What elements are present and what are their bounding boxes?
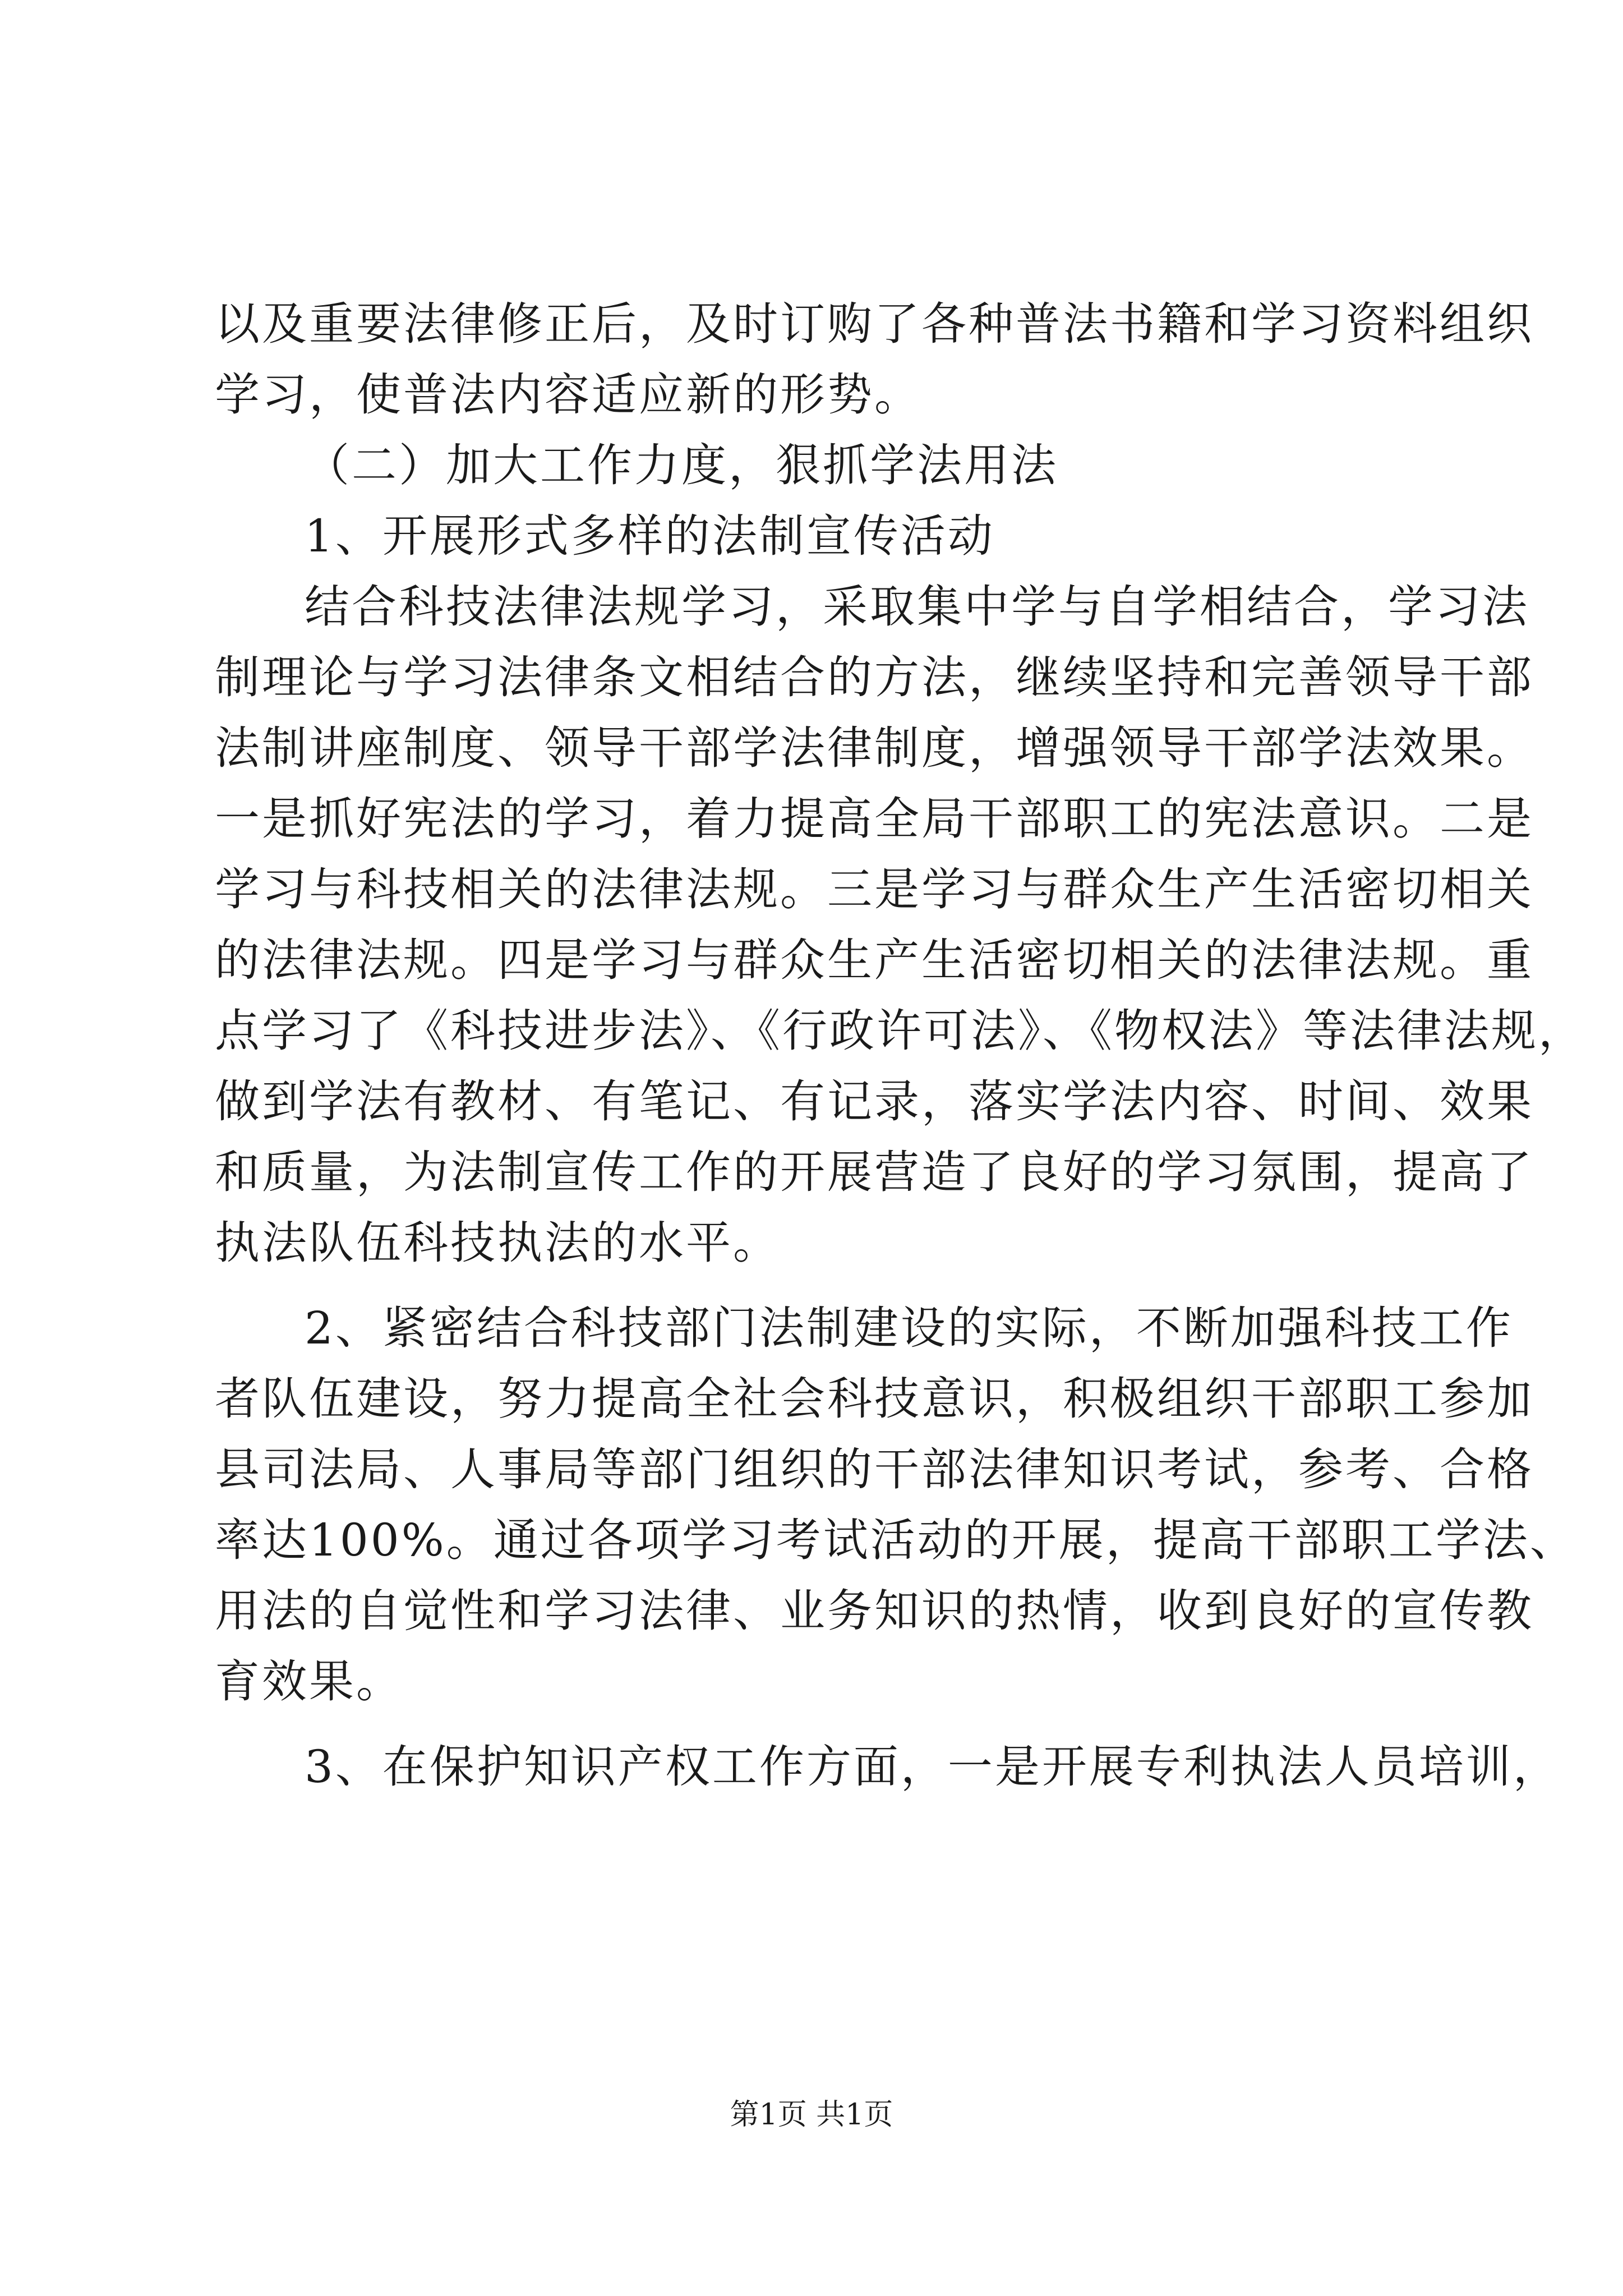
text-line: 以及重要法律修正后，及时订购了各种普法书籍和学习资料组织 <box>215 298 1534 350</box>
text-line: 制理论与学习法律条文相结合的方法，继续坚持和完善领导干部 <box>215 651 1534 703</box>
paragraph-start: 3、在保护知识产权工作方面，一是开展专利执法人员培训， <box>305 1741 1560 1793</box>
text-line: 法制讲座制度、领导干部学法律制度，增强领导干部学法效果。 <box>215 722 1534 774</box>
text-line: 率达100%。通过各项学习考试活动的开展，提高干部职工学法、 <box>215 1514 1577 1566</box>
section-heading: （二）加大工作力度，狠抓学法用法 <box>305 439 1058 491</box>
text-line: 者队伍建设，努力提高全社会科技意识，积极组织干部职工参加 <box>215 1373 1534 1425</box>
text-line: 做到学法有教材、有笔记、有记录，落实学法内容、时间、效果 <box>215 1075 1534 1128</box>
text-line: 点学习了《科技进步法》、《行政许可法》、《物权法》等法律法规， <box>215 1005 1585 1057</box>
text-line: 的法律法规。四是学习与群众生产生活密切相关的法律法规。重 <box>215 934 1534 986</box>
paragraph-start: 结合科技法律法规学习，采取集中学与自学相结合，学习法 <box>305 581 1529 633</box>
paragraph-start: 2、紧密结合科技部门法制建设的实际，不断加强科技工作 <box>305 1302 1513 1354</box>
text-line: 育效果。 <box>215 1655 403 1708</box>
text-line: 用法的自觉性和学习法律、业务知识的热情，收到良好的宣传教 <box>215 1585 1534 1637</box>
text-line: 县司法局、人事局等部门组织的干部法律知识考试，参考、合格 <box>215 1443 1534 1496</box>
text-line: 学习与科技相关的法律法规。三是学习与群众生产生活密切相关 <box>215 863 1534 915</box>
text-line: 执法队伍科技执法的水平。 <box>215 1217 780 1269</box>
text-line: 学习，使普法内容适应新的形势。 <box>215 369 921 421</box>
page-number-footer: 第1页 共1页 <box>730 2098 893 2132</box>
text-line: 一是抓好宪法的学习，着力提高全局干部职工的宪法意识。二是 <box>215 793 1534 845</box>
text-line: 和质量，为法制宣传工作的开展营造了良好的学习氛围，提高了 <box>215 1146 1534 1198</box>
subsection-heading: 1、开展形式多样的法制宣传活动 <box>305 510 995 562</box>
